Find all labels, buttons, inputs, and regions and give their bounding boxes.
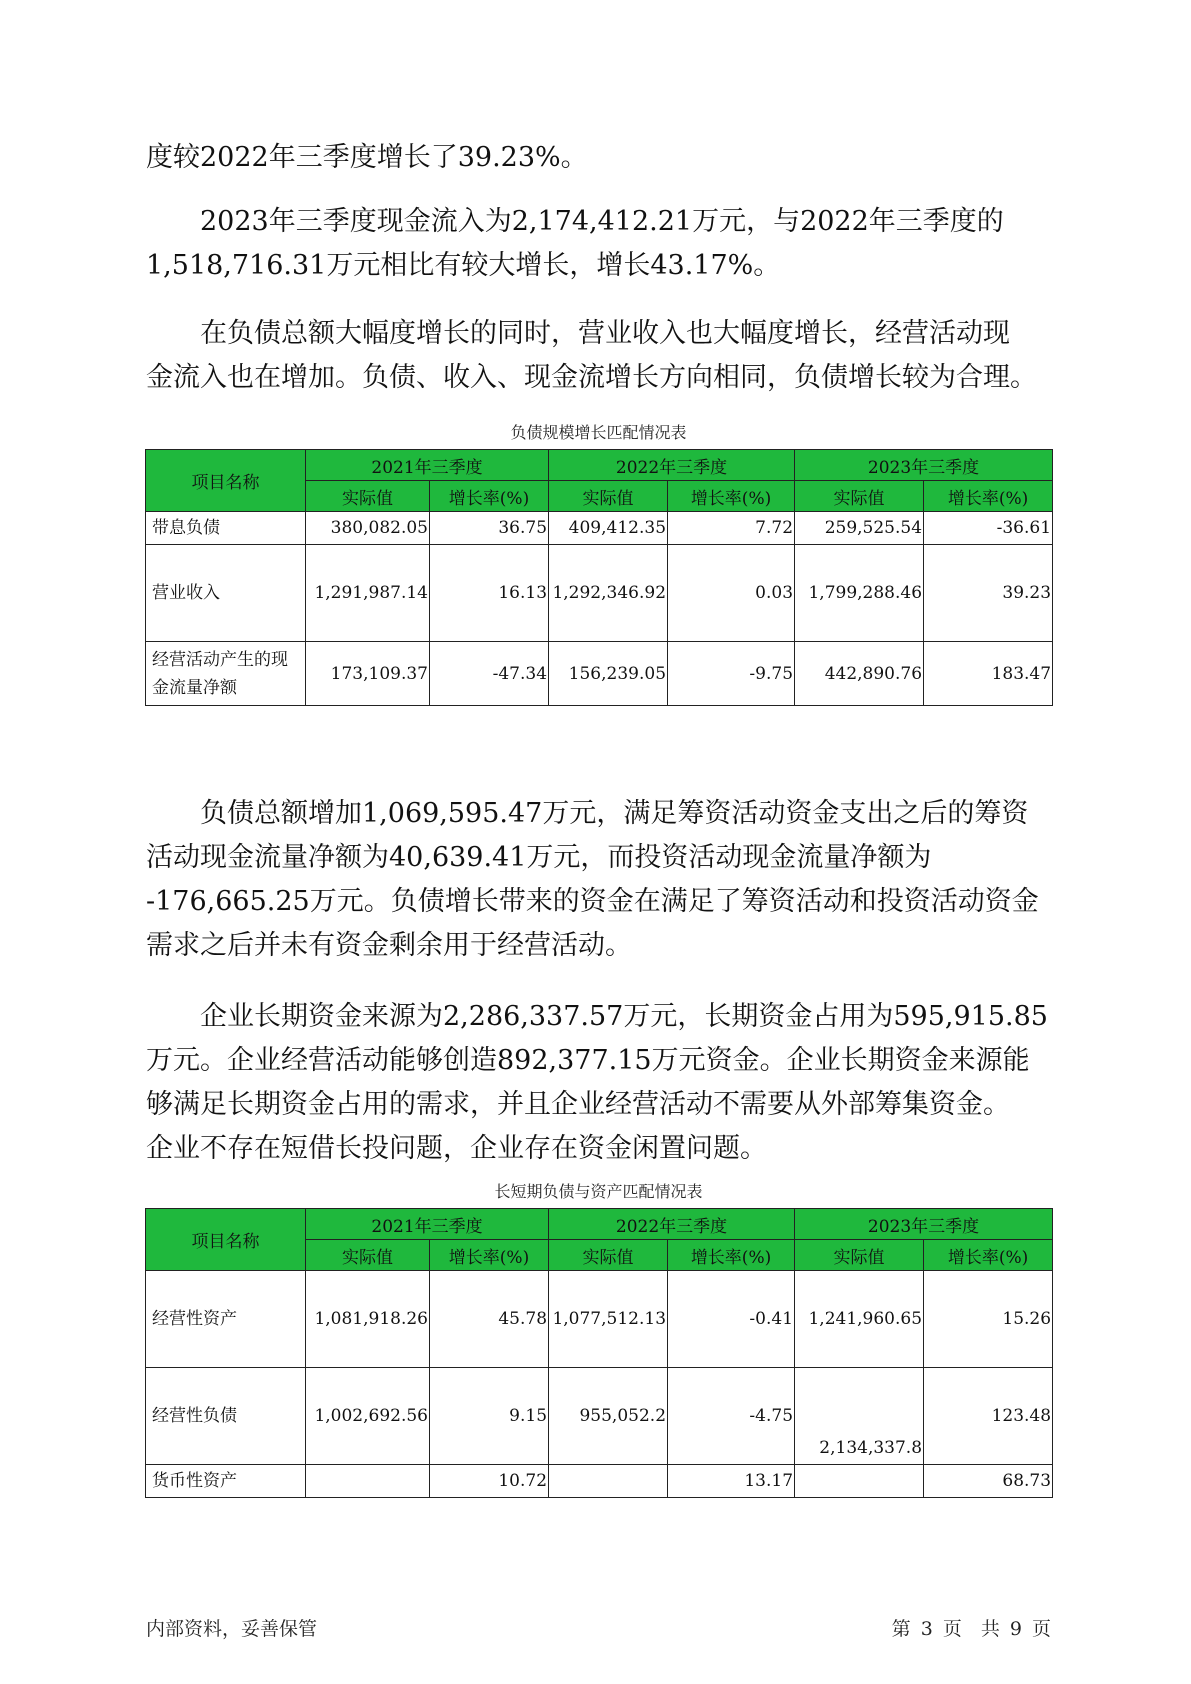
body-paragraph xyxy=(146,136,1051,180)
table-caption: 负债规模增长匹配情况表 xyxy=(510,423,687,442)
footer-confidential-note: 内部资料，妥善保管 xyxy=(146,1618,318,1640)
actual-value-header: 实际值 xyxy=(549,1240,668,1271)
row-name: 营业收入 xyxy=(146,545,306,642)
table-row xyxy=(146,545,1053,642)
cell-value: 1,291,987.14 xyxy=(306,545,430,642)
paragraph-line: 够满足长期资金占用的需求，并且企业经营活动不需要从外部筹集资金。 xyxy=(146,1089,1010,1120)
cell-value: 10.72 xyxy=(430,1465,549,1498)
cell-value: -36.61 xyxy=(924,512,1053,545)
term-matching-table xyxy=(145,1208,1053,1498)
cell-value: 15.26 xyxy=(924,1271,1053,1368)
growth-rate-header: 增长率(%) xyxy=(430,481,549,512)
table-row xyxy=(146,1271,1053,1368)
cell-value xyxy=(795,1465,924,1498)
row-name: 经营性资产 xyxy=(146,1271,306,1368)
paragraph-line: 度较2022年三季度增长了39.23%。 xyxy=(146,142,588,173)
cell-value: 13.17 xyxy=(668,1465,795,1498)
cell-value: 1,077,512.13 xyxy=(549,1271,668,1368)
growth-rate-header: 增长率(%) xyxy=(924,1240,1053,1271)
growth-rate-header: 增长率(%) xyxy=(668,481,795,512)
cell-value: 1,799,288.46 xyxy=(795,545,924,642)
cell-value: 9.15 xyxy=(430,1368,549,1465)
actual-value-header: 实际值 xyxy=(306,481,430,512)
body-paragraph xyxy=(146,995,1051,1171)
paragraph-line: 需求之后并未有资金剩余用于经营活动。 xyxy=(146,930,632,961)
paragraph-line: 1,518,716.31万元相比有较大增长，增长43.17%。 xyxy=(146,250,781,281)
paragraph-line: 活动现金流量净额为40,639.41万元，而投资活动现金流量净额为 xyxy=(146,842,932,873)
cell-value: 7.72 xyxy=(668,512,795,545)
cell-value: -4.75 xyxy=(668,1368,795,1465)
cell-value: 1,241,960.65 xyxy=(795,1271,924,1368)
paragraph-line: 企业长期资金来源为2,286,337.57万元，长期资金占用为595,915.85 xyxy=(146,1001,1048,1032)
cell-value: 442,890.76 xyxy=(795,642,924,706)
actual-value-header: 实际值 xyxy=(795,481,924,512)
body-paragraph xyxy=(146,200,1051,288)
body-paragraph xyxy=(146,312,1051,400)
period-header: 2023年三季度 xyxy=(795,1209,1053,1240)
table-caption: 长短期负债与资产匹配情况表 xyxy=(494,1182,703,1201)
cell-value: 183.47 xyxy=(924,642,1053,706)
cell-value: 2,134,337.8 xyxy=(795,1368,924,1465)
cell-value: 173,109.37 xyxy=(306,642,430,706)
body-paragraph xyxy=(146,792,1051,968)
page-number: 第 3 页 共 9 页 xyxy=(891,1618,1051,1640)
row-name: 经营性负债 xyxy=(146,1368,306,1465)
table-row xyxy=(146,1368,1053,1465)
cell-value: 1,002,692.56 xyxy=(306,1368,430,1465)
cell-value: 39.23 xyxy=(924,545,1053,642)
cell-value: -0.41 xyxy=(668,1271,795,1368)
period-header: 2023年三季度 xyxy=(795,450,1053,481)
cell-value: -9.75 xyxy=(668,642,795,706)
item-name-header: 项目名称 xyxy=(146,1209,306,1271)
cell-value: 123.48 xyxy=(924,1368,1053,1465)
paragraph-line: 2023年三季度现金流入为2,174,412.21万元，与2022年三季度的 xyxy=(146,206,1004,237)
paragraph-line: 在负债总额大幅度增长的同时，营业收入也大幅度增长，经营活动现 xyxy=(146,318,1010,349)
cell-value: 259,525.54 xyxy=(795,512,924,545)
cell-value: 955,052.2 xyxy=(549,1368,668,1465)
item-name-header: 项目名称 xyxy=(146,450,306,512)
table-row xyxy=(146,642,1053,706)
cell-value xyxy=(549,1465,668,1498)
period-header: 2022年三季度 xyxy=(549,450,795,481)
paragraph-line: 负债总额增加1,069,595.47万元，满足筹资活动资金支出之后的筹资 xyxy=(146,798,1029,829)
period-header: 2021年三季度 xyxy=(306,450,549,481)
growth-rate-header: 增长率(%) xyxy=(924,481,1053,512)
cell-value: 68.73 xyxy=(924,1465,1053,1498)
cell-value: 16.13 xyxy=(430,545,549,642)
table-row xyxy=(146,512,1053,545)
actual-value-header: 实际值 xyxy=(795,1240,924,1271)
paragraph-line: 金流入也在增加。负债、收入、现金流增长方向相同，负债增长较为合理。 xyxy=(146,362,1037,393)
row-name: 货币性资产 xyxy=(146,1465,306,1498)
cell-value: -47.34 xyxy=(430,642,549,706)
cell-value xyxy=(306,1465,430,1498)
actual-value-header: 实际值 xyxy=(306,1240,430,1271)
cell-value: 1,081,918.26 xyxy=(306,1271,430,1368)
cell-value: 1,292,346.92 xyxy=(549,545,668,642)
liability-growth-table xyxy=(145,449,1053,706)
period-header: 2022年三季度 xyxy=(549,1209,795,1240)
cell-value: 156,239.05 xyxy=(549,642,668,706)
actual-value-header: 实际值 xyxy=(549,481,668,512)
row-name: 带息负债 xyxy=(146,512,306,545)
cell-value: 36.75 xyxy=(430,512,549,545)
paragraph-line: 企业不存在短借长投问题，企业存在资金闲置问题。 xyxy=(146,1133,767,1164)
cell-value: 45.78 xyxy=(430,1271,549,1368)
growth-rate-header: 增长率(%) xyxy=(668,1240,795,1271)
table-row xyxy=(146,1465,1053,1498)
period-header: 2021年三季度 xyxy=(306,1209,549,1240)
row-name: 经营活动产生的现金流量净额 xyxy=(146,642,306,706)
cell-value: 380,082.05 xyxy=(306,512,430,545)
paragraph-line: -176,665.25万元。负债增长带来的资金在满足了筹资活动和投资活动资金 xyxy=(146,886,1039,917)
cell-value: 409,412.35 xyxy=(549,512,668,545)
cell-value: 0.03 xyxy=(668,545,795,642)
paragraph-line: 万元。企业经营活动能够创造892,377.15万元资金。企业长期资金来源能 xyxy=(146,1045,1030,1076)
growth-rate-header: 增长率(%) xyxy=(430,1240,549,1271)
